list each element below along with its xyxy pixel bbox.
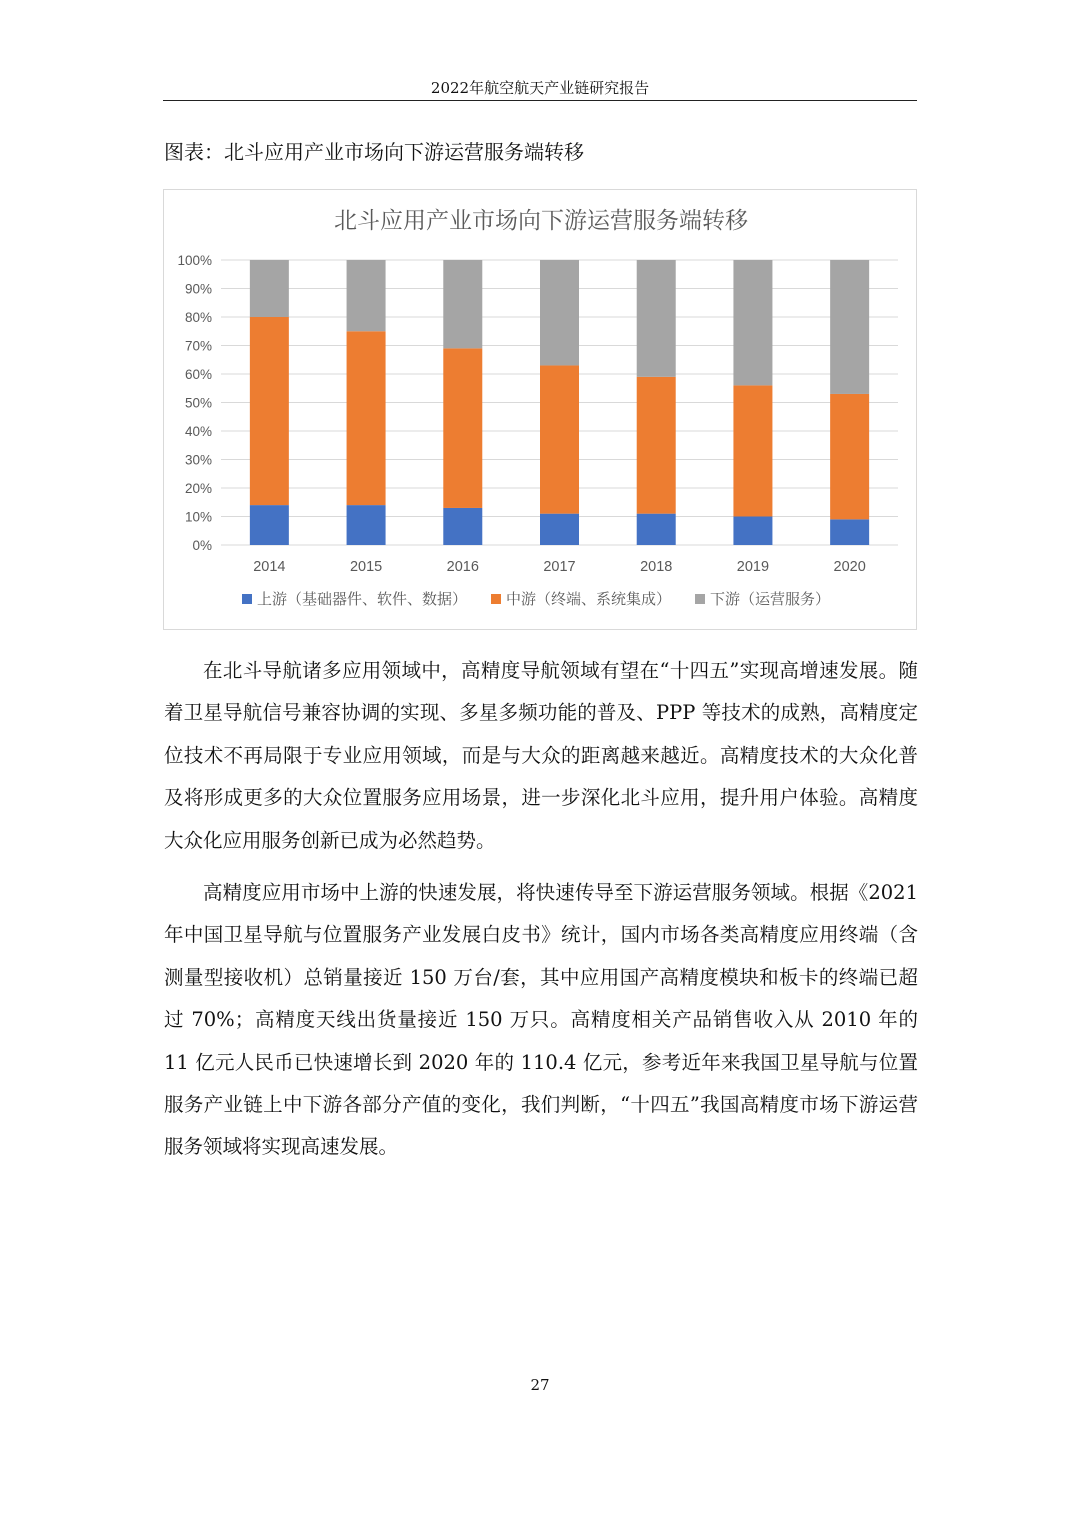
- bar-segment-upstream: [443, 508, 482, 545]
- legend-label: 上游（基础器件、软件、数据）: [257, 591, 468, 608]
- bar-segment-upstream: [733, 517, 772, 546]
- page-number: 27: [530, 1376, 550, 1394]
- bar-segment-downstream: [733, 260, 772, 385]
- bar-segment-upstream: [540, 514, 579, 545]
- bar-segment-midstream: [733, 385, 772, 516]
- bar-segment-midstream: [443, 348, 482, 508]
- y-tick-label: 50%: [184, 395, 212, 411]
- paragraph-1: 在北斗导航诸多应用领域中，高精度导航领域有望在“十四五”实现高增速发展。随着卫星导航信号兼容协调的实现、多星多频功能的普及、PPP 等技术的成熟，高精度定位技术不再局限于专业应用领域，而是与大众的距离越来越近。高精度技术的大众化普及将形成更多的大众位置服务应用场景，进一步深化北斗应用，提升用户体验。高精度大众化应用服务创新已成为必然趋势。: [164, 659, 918, 852]
- y-tick-label: 30%: [184, 452, 212, 468]
- bar-segment-midstream: [250, 317, 289, 505]
- bar-segment-downstream: [540, 260, 579, 365]
- figure-caption: 图表：北斗应用产业市场向下游运营服务端转移: [164, 140, 584, 164]
- bar-segment-upstream: [347, 505, 386, 545]
- x-tick-label: 2016: [446, 559, 479, 575]
- bar-segment-upstream: [250, 505, 289, 545]
- bar-segment-midstream: [637, 377, 676, 514]
- x-tick-label: 2014: [253, 559, 286, 575]
- bar-segment-downstream: [637, 260, 676, 377]
- x-tick-label: 2017: [543, 559, 576, 575]
- x-tick-label: 2020: [833, 559, 866, 575]
- chart-title: 北斗应用产业市场向下游运营服务端转移: [334, 207, 748, 233]
- y-tick-label: 0%: [192, 538, 212, 553]
- y-tick-label: 60%: [184, 367, 212, 382]
- legend-swatch: [491, 594, 501, 604]
- y-tick-label: 10%: [184, 509, 212, 525]
- bar-segment-downstream: [443, 260, 482, 348]
- paragraph-2: 高精度应用市场中上游的快速发展，将快速传导至下游运营服务领域。根据《2021 年中国卫星导航与位置服务产业发展白皮书》统计，国内市场各类高精度应用终端（含测量型接收机）总销量接近 150 万台/套，其中应用国产高精度模块和板卡的终端已超过 70%；高精度天线出货量接近 150 万只。高精度相关产品销售收入从 2010 年的 11 亿元人民币已快速增长到 2020 年的 110.4 亿元，参考近年来我国卫星导航与位置服务产业链上中下游各部分产值的变化，我们判断，“十四五”我国高精度市场下游运营服务领域将实现高速发展。: [164, 881, 918, 1159]
- y-tick-label: 80%: [184, 310, 212, 325]
- chart-canvas: [164, 190, 918, 631]
- page-header-title: 2022年航空航天产业链研究报告: [430, 79, 650, 97]
- stacked-bar-chart: [163, 189, 917, 630]
- bar-segment-midstream: [540, 365, 579, 513]
- bar-segment-downstream: [347, 260, 386, 331]
- bar-segment-midstream: [347, 331, 386, 505]
- x-tick-label: 2018: [640, 559, 673, 575]
- bar-segment-midstream: [830, 394, 869, 519]
- bar-segment-downstream: [250, 260, 289, 317]
- body-text: [164, 650, 918, 1179]
- legend-label: 下游（运营服务）: [710, 591, 831, 608]
- x-tick-label: 2019: [736, 559, 770, 575]
- header-divider: [163, 100, 917, 101]
- bar-segment-upstream: [637, 514, 676, 545]
- y-tick-label: 20%: [184, 481, 212, 496]
- legend-label: 中游（终端、系统集成）: [506, 591, 672, 608]
- y-tick-label: 70%: [184, 338, 212, 354]
- legend-swatch: [695, 594, 705, 604]
- bar-segment-downstream: [830, 260, 869, 394]
- y-tick-label: 90%: [184, 281, 212, 297]
- y-tick-label: 100%: [177, 253, 212, 268]
- legend-swatch: [242, 594, 252, 604]
- y-tick-label: 40%: [184, 424, 212, 439]
- x-tick-label: 2015: [349, 559, 383, 575]
- bar-segment-upstream: [830, 519, 869, 545]
